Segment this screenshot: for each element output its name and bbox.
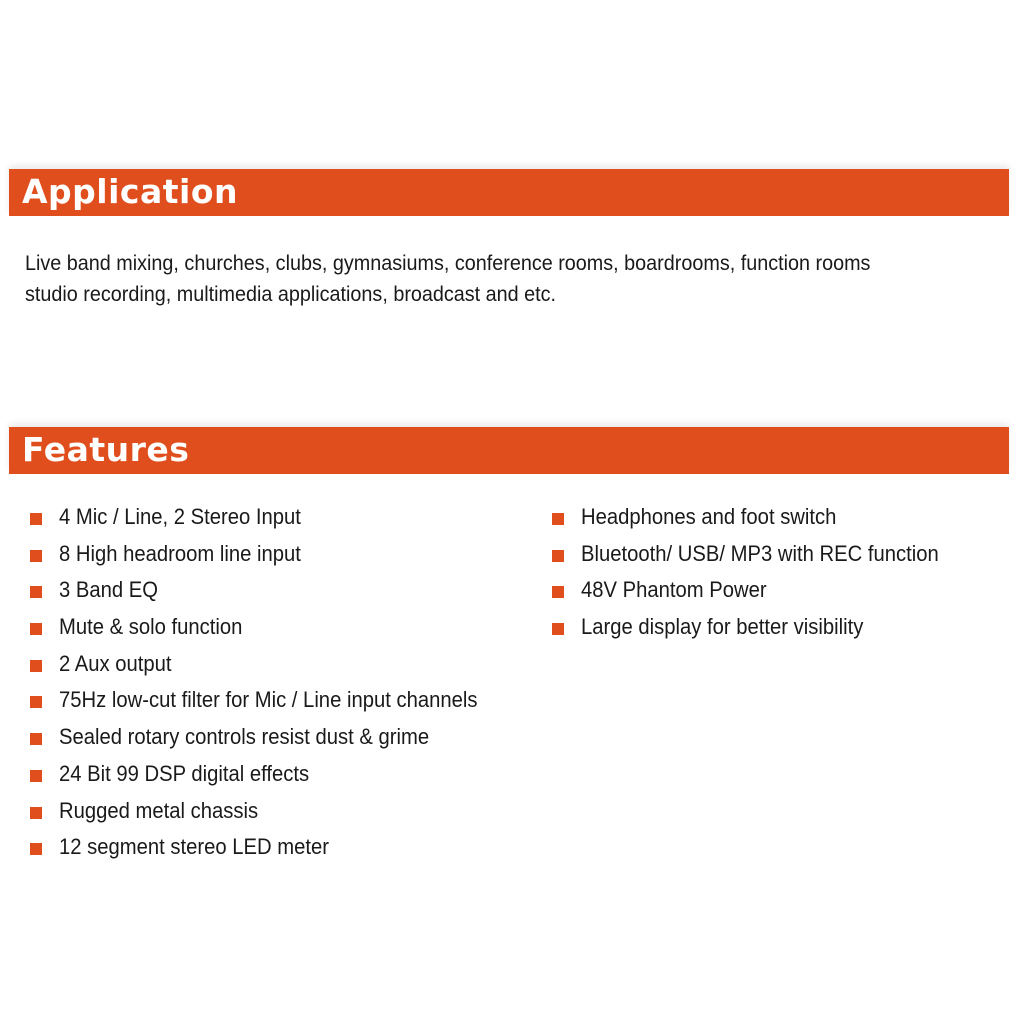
- square-bullet-icon: [552, 550, 564, 562]
- square-bullet-icon: [30, 623, 42, 635]
- square-bullet-icon: [30, 513, 42, 525]
- feature-label: Bluetooth/ USB/ MP3 with REC function: [581, 540, 939, 566]
- square-bullet-icon: [30, 696, 42, 708]
- application-description: [25, 248, 1009, 310]
- feature-label: Large display for better visibility: [581, 614, 864, 640]
- feature-label: 4 Mic / Line, 2 Stereo Input: [59, 504, 301, 529]
- square-bullet-icon: [30, 586, 42, 598]
- application-line: studio recording, multimedia applications, broadcast and etc.: [25, 282, 557, 306]
- feature-label: 48V Phantom Power: [581, 577, 767, 603]
- feature-label: 12 segment stereo LED meter: [59, 834, 330, 860]
- feature-label: Rugged metal chassis: [59, 797, 259, 823]
- feature-label: 75Hz low-cut filter for Mic / Line input channels: [59, 687, 478, 713]
- square-bullet-icon: [552, 586, 564, 598]
- application-title: Application: [22, 172, 238, 211]
- square-bullet-icon: [552, 623, 564, 635]
- square-bullet-icon: [30, 843, 42, 855]
- features-header-bar: [9, 427, 1009, 474]
- feature-label: Headphones and foot switch: [581, 504, 837, 529]
- feature-label: 24 Bit 99 DSP digital effects: [59, 760, 310, 786]
- square-bullet-icon: [30, 807, 42, 819]
- feature-label: 8 High headroom line input: [59, 540, 301, 566]
- square-bullet-icon: [552, 513, 564, 525]
- feature-label: 2 Aux output: [59, 650, 172, 676]
- feature-label: Mute & solo function: [59, 614, 243, 640]
- features-title: Features: [22, 430, 190, 469]
- square-bullet-icon: [30, 550, 42, 562]
- feature-label: 3 Band EQ: [59, 577, 159, 603]
- feature-label: Sealed rotary controls resist dust & grime: [59, 724, 430, 750]
- application-header-bar: [9, 169, 1009, 216]
- square-bullet-icon: [30, 660, 42, 672]
- application-line: Live band mixing, churches, clubs, gymnasiums, conference rooms, boardrooms, function rooms: [25, 251, 871, 275]
- square-bullet-icon: [30, 733, 42, 745]
- square-bullet-icon: [30, 770, 42, 782]
